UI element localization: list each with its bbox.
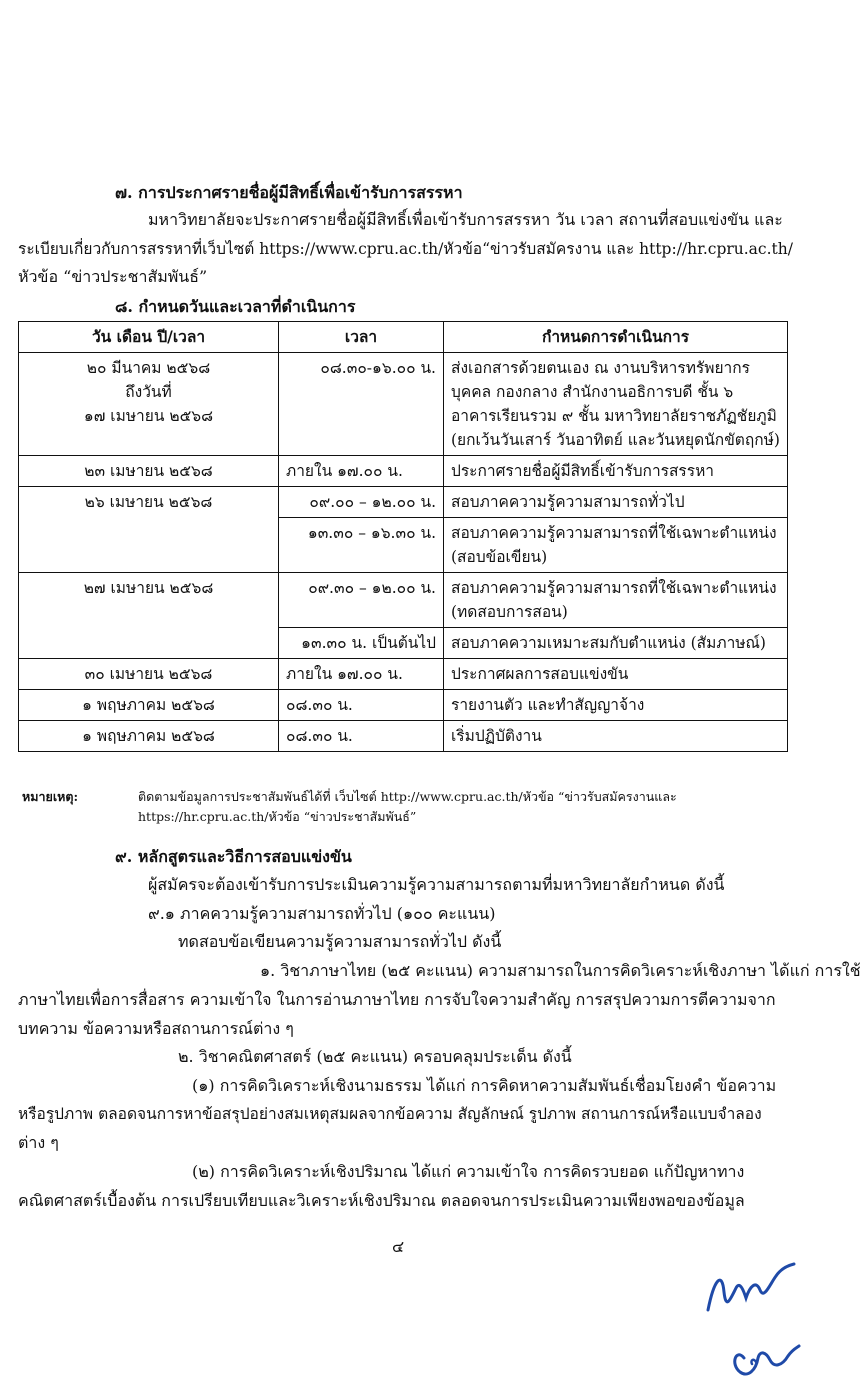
table-cell-task: ประกาศผลการสอบแข่งขัน (444, 659, 788, 690)
section-9-line: ทดสอบข้อเขียนความรู้ความสามารถทั่วไป ดังนี้ (178, 932, 502, 951)
table-header-date: วัน เดือน ปี/เวลา (19, 322, 279, 353)
table-cell-time: ๑๓.๓๐ – ๑๖.๓๐ น. (279, 518, 444, 573)
table-row (19, 487, 788, 518)
table-row (19, 353, 788, 456)
table-cell-date: ๑ พฤษภาคม ๒๕๖๘ (19, 721, 279, 752)
date-line: ๑๗ เมษายน ๒๕๖๘ (83, 407, 214, 425)
table-cell-task: รายงานตัว และทำสัญญาจ้าง (444, 690, 788, 721)
table-cell-task: สอบภาคความรู้ความสามารถที่ใช้เฉพาะตำแหน่ง (ทดสอบการสอน) (444, 573, 788, 628)
section-9-title: ๙. หลักสูตรและวิธีการสอบแข่งขัน (115, 847, 352, 866)
section-7-paragraph-line-3: หัวข้อ “ข่าวประชาสัมพันธ์” (18, 267, 208, 286)
table-cell-date: ๑ พฤษภาคม ๒๕๖๘ (19, 690, 279, 721)
page-number: ๔ (392, 1237, 405, 1256)
table-header-row (19, 322, 788, 353)
table-cell-date: ๒๓ เมษายน ๒๕๖๘ (19, 456, 279, 487)
section-8-title: ๘. กำหนดวันและเวลาที่ดำเนินการ (115, 297, 356, 316)
table-header-time: เวลา (279, 322, 444, 353)
table-cell-time: ๐๘.๓๐-๑๖.๐๐ น. (279, 353, 444, 456)
table-cell-time: ภายใน ๑๗.๐๐ น. (279, 659, 444, 690)
table-row (19, 721, 788, 752)
table-cell-date: ๒๖ เมษายน ๒๕๖๘ (19, 487, 279, 573)
date-line: ๒๐ มีนาคม ๒๕๖๘ (86, 359, 211, 377)
table-cell-task: ส่งเอกสารด้วยตนเอง ณ งานบริหารทรัพยากรบุคคล กองกลาง สำนักงานอธิการบดี ชั้น ๖ อาคารเรียนรวม ๙ ชั้น มหาวิทยาลัยราชภัฏชัยภูมิ (ยกเว้นวันเสาร์ วันอาทิตย์ และวันหยุดนักขัตฤกษ์) (444, 353, 788, 456)
section-7-paragraph-line-1: มหาวิทยาลัยจะประกาศรายชื่อผู้มีสิทธิ์เพื่อเข้ารับการสรรหา วัน เวลา สถานที่สอบแข่งขัน และ (148, 210, 783, 229)
section-9-line: ๒. วิชาคณิตศาสตร์ (๒๕ คะแนน) ครอบคลุมประเด็น ดังนี้ (178, 1047, 572, 1066)
table-cell-task: สอบภาคความรู้ความสามารถทั่วไป (444, 487, 788, 518)
section-9-line: ภาษาไทยเพื่อการสื่อสาร ความเข้าใจ ในการอ่านภาษาไทย การจับใจความสำคัญ การสรุปความการตีความจาก (18, 990, 776, 1009)
handwritten-signature-icon (700, 1240, 800, 1398)
date-line: ถึงวันที่ (125, 383, 172, 401)
table-cell-date: ๓๐ เมษายน ๒๕๖๘ (19, 659, 279, 690)
table-row (19, 659, 788, 690)
table-cell-task: สอบภาคความเหมาะสมกับตำแหน่ง (สัมภาษณ์) (444, 628, 788, 659)
table-cell-task: ประกาศรายชื่อผู้มีสิทธิ์เข้ารับการสรรหา (444, 456, 788, 487)
table-cell-date (19, 353, 279, 456)
table-row (19, 456, 788, 487)
section-9-line: ต่าง ๆ (18, 1133, 59, 1152)
note-line-1: ติดตามข้อมูลการประชาสัมพันธ์ได้ที่ เว็บไซต์ http://www.cpru.ac.th/หัวข้อ “ข่าวรับสมัครงานและ (138, 789, 677, 804)
section-9-line: บทความ ข้อความหรือสถานการณ์ต่าง ๆ (18, 1019, 294, 1038)
note-label: หมายเหตุ: (22, 789, 79, 804)
table-cell-date: ๒๗ เมษายน ๒๕๖๘ (19, 573, 279, 659)
table-row (19, 573, 788, 628)
table-cell-time: ๐๘.๓๐ น. (279, 690, 444, 721)
section-7-title: ๗. การประกาศรายชื่อผู้มีสิทธิ์เพื่อเข้ารับการสรรหา (115, 183, 463, 202)
table-cell-time: ๐๙.๐๐ – ๑๒.๐๐ น. (279, 487, 444, 518)
section-7-paragraph-line-2: ระเบียบเกี่ยวกับการสรรหาที่เว็บไซต์ https://www.cpru.ac.th/หัวข้อ“ข่าวรับสมัครงาน และ http://hr.cpru.ac.th/ (18, 240, 793, 258)
section-9-line: ผู้สมัครจะต้องเข้ารับการประเมินความรู้ความสามารถตามที่มหาวิทยาลัยกำหนด ดังนี้ (148, 875, 725, 894)
table-row (19, 690, 788, 721)
section-9-line: (๑) การคิดวิเคราะห์เชิงนามธรรม ได้แก่ การคิดหาความสัมพันธ์เชื่อมโยงคำ ข้อความ (192, 1076, 777, 1095)
table-cell-time: ๑๓.๓๐ น. เป็นต้นไป (279, 628, 444, 659)
table-cell-task: เริ่มปฏิบัติงาน (444, 721, 788, 752)
section-9-line: (๒) การคิดวิเคราะห์เชิงปริมาณ ได้แก่ ความเข้าใจ การคิดรวบยอด แก้ปัญหาทาง (192, 1162, 745, 1181)
table-cell-time: ภายใน ๑๗.๐๐ น. (279, 456, 444, 487)
table-header-task: กำหนดการดำเนินการ (444, 322, 788, 353)
section-9-line: ๑. วิชาภาษาไทย (๒๕ คะแนน) ความสามารถในการคิดวิเคราะห์เชิงภาษา ได้แก่ การใช้ (260, 961, 861, 980)
section-9-line: คณิตศาสตร์เบื้องต้น การเปรียบเทียบและวิเคราะห์เชิงปริมาณ ตลอดจนการประเมินความเพียงพอของข้อมูล (18, 1191, 745, 1210)
section-9-subheading: ๙.๑ ภาคความรู้ความสามารถทั่วไป (๑๐๐ คะแนน) (148, 904, 496, 923)
table-cell-time: ๐๘.๓๐ น. (279, 721, 444, 752)
section-9-line: หรือรูปภาพ ตลอดจนการหาข้อสรุปอย่างสมเหตุสมผลจากข้อความ สัญลักษณ์ รูปภาพ สถานการณ์หรือแบบจำลอง (18, 1105, 762, 1123)
schedule-table (18, 321, 788, 752)
table-cell-task: สอบภาคความรู้ความสามารถที่ใช้เฉพาะตำแหน่ง (สอบข้อเขียน) (444, 518, 788, 573)
table-cell-time: ๐๙.๓๐ – ๑๒.๐๐ น. (279, 573, 444, 628)
note-line-2: https://hr.cpru.ac.th/หัวข้อ “ข่าวประชาสัมพันธ์” (138, 809, 417, 824)
